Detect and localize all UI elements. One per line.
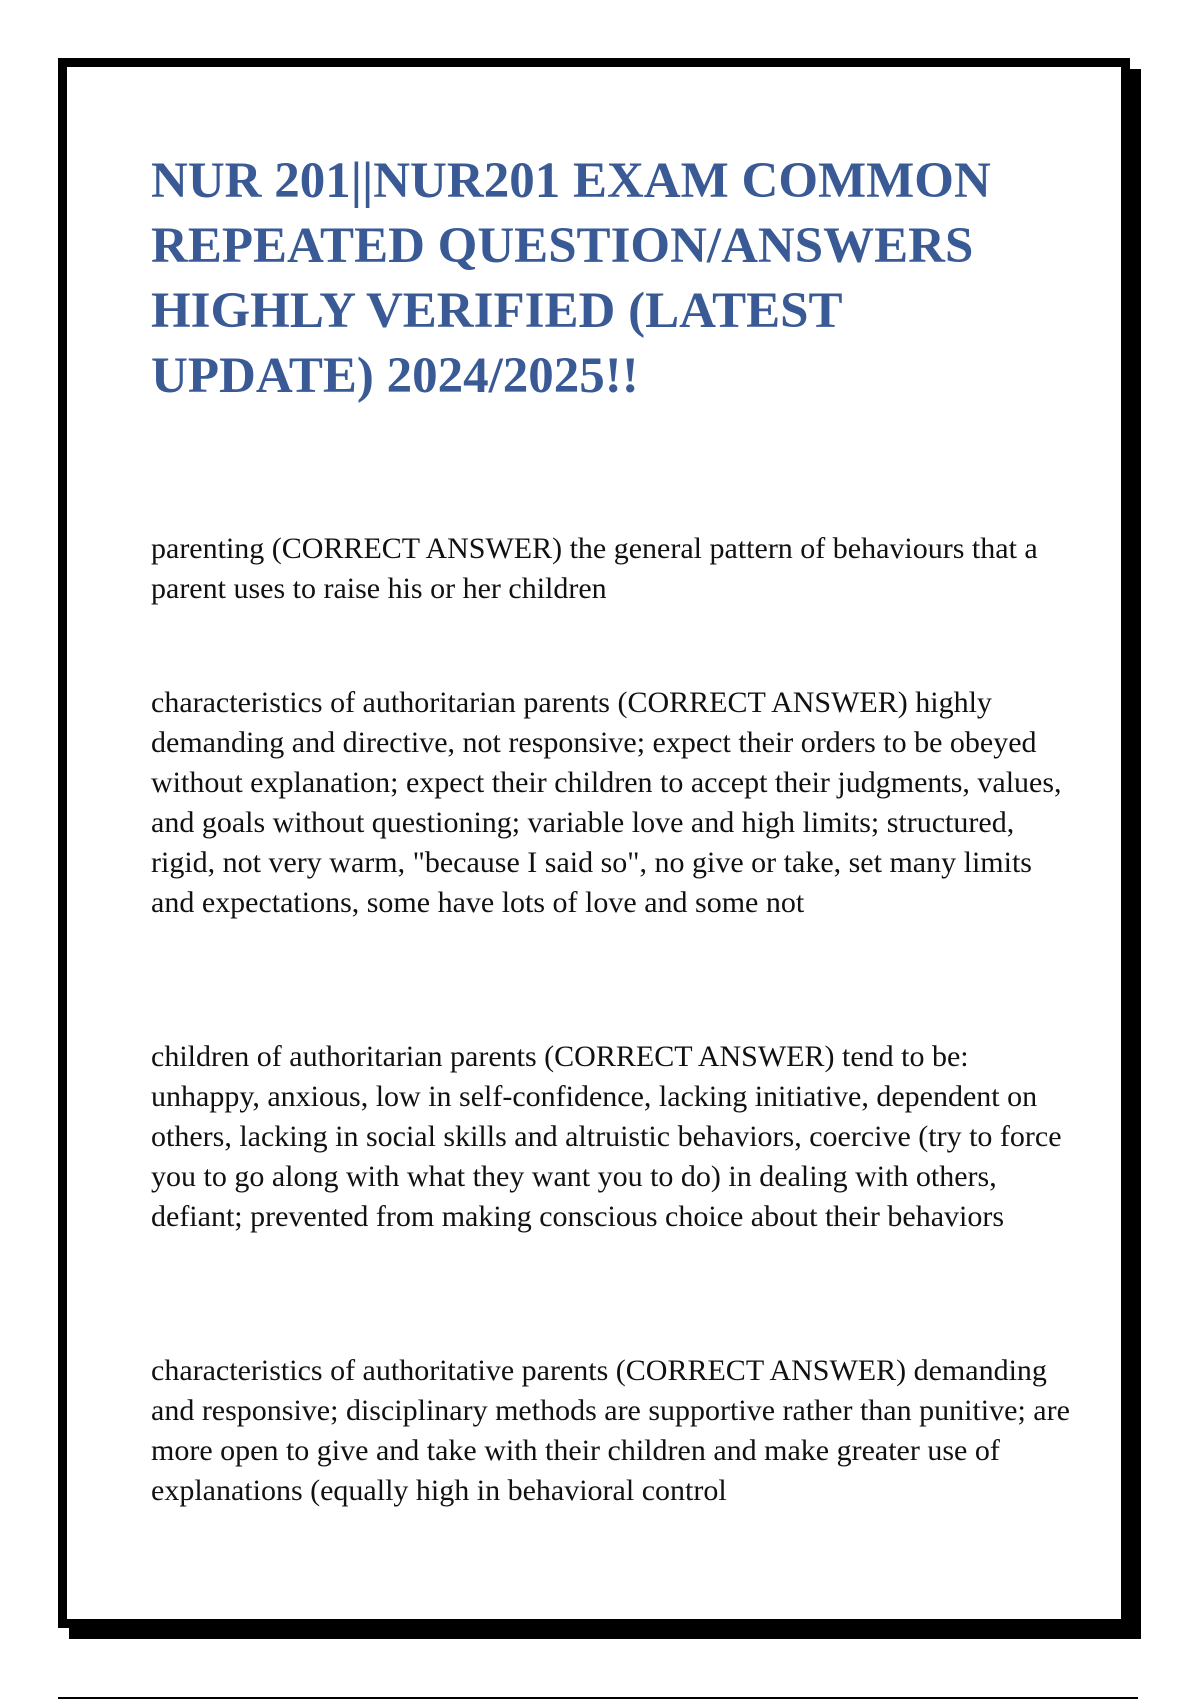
qa-entry-authoritative-characteristics: characteristics of authoritative parents (CORRECT ANSWER) demanding and responsive; disciplinary methods are supportive rather than punitive; are more open to give and take with their children and make greater use of explanations (equally high in behavioral control — [151, 1354, 1070, 1507]
page-divider — [58, 1697, 1138, 1699]
qa-entry-parenting: parenting (CORRECT ANSWER) the general pattern of behaviours that a parent uses to raise his or her children — [151, 532, 1038, 605]
document-title: NUR 201||NUR201 EXAM COMMON REPEATED QUESTION/ANSWERS HIGHLY VERIFIED (LATEST UPDATE) 2024/2025!! — [151, 153, 991, 404]
document-page — [58, 58, 1130, 1628]
qa-entry-authoritarian-children: children of authoritarian parents (CORRECT ANSWER) tend to be: unhappy, anxious, low in self-confidence, lacking initiative, dependent on others, lacking in social skills and altruistic behaviors, coercive (try to force you to go along with what they want you to do) in dealing with others, defiant; prevented from making conscious choice about their behaviors — [151, 1040, 1062, 1233]
qa-entry-authoritarian-characteristics: characteristics of authoritarian parents (CORRECT ANSWER) highly demanding and directive, not responsive; expect their orders to be obeyed without explanation; expect their children to accept their judgments, values, and goals without questioning; variable love and high limits; structured, rigid, not very warm, "because I said so", no give or take, set many limits and expectations, some have lots of love and some not — [151, 686, 1062, 919]
